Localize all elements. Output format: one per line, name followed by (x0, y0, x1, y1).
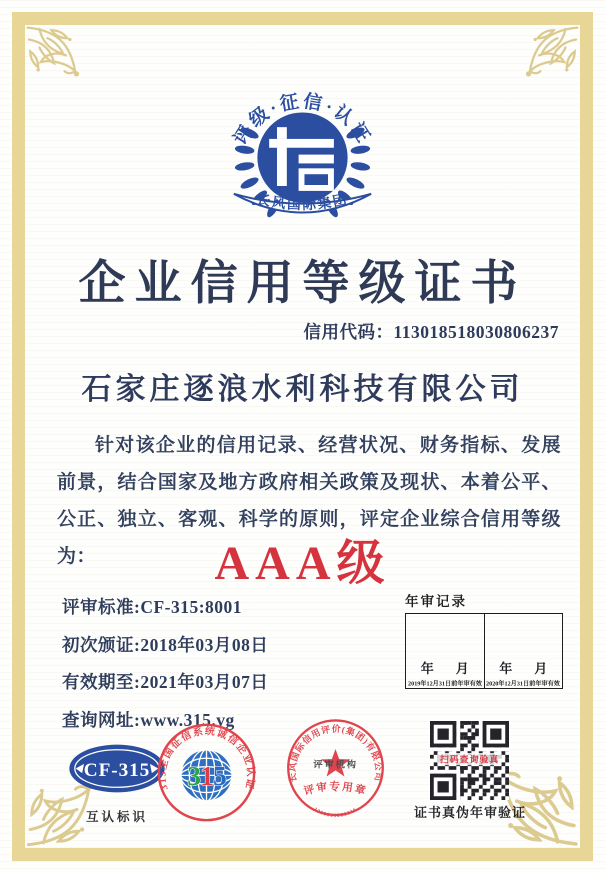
review-agency-stamp (282, 716, 389, 823)
company-name: 石家庄逐浪水利科技有限公司 (81, 373, 524, 406)
year-month-labels: 年 月 (499, 661, 548, 676)
credit-rating-grade: AAA级 (214, 537, 391, 590)
qr-overlay-text: 扫码查询验真 (439, 754, 500, 765)
stamp-serial: 1300000286316 (312, 806, 359, 820)
valid-until-date: 有效期至:2021年03月07日 (62, 672, 269, 692)
annual-review-note: 2019年12月31日前年审有效 (407, 680, 482, 688)
emblem-banner-text: 长风国际集团 (254, 191, 350, 213)
annual-review-note: 2020年12月31日前年审有效 (486, 680, 561, 688)
stamp-subtitle: 评审专用章 (302, 781, 369, 798)
first-issued-date: 初次颁证:2018年03月08日 (62, 634, 269, 655)
assessment-paragraph: 针对该企业的信用记录、经营状况、财务指标、发展前景，结合国家及地方政府相关政策及现状、本着公平、公正、独立、客观、科学的原则，评定企业综合信用等级为： (57, 435, 561, 567)
globe-ring-text: 315全国征信系统诚信企业认证 (157, 726, 256, 792)
mutual-recognition-caption: 互认标识 (85, 810, 148, 824)
review-standard: 评审标准:CF-315:8001 (62, 597, 243, 617)
certificate-details (62, 589, 268, 739)
qr-caption: 证书真伪年审验证 (413, 805, 526, 820)
globe-315-digits: 315 (187, 759, 226, 791)
annual-review-title: 年审记录 (405, 594, 467, 609)
lookup-website: 查询网址:www.315.vg (62, 709, 235, 730)
annual-review-cell-2020 (484, 614, 563, 688)
annual-review-box (405, 590, 563, 689)
certificate-title: 企业信用等级证书 (78, 258, 527, 310)
credit-code: 信用代码：113018518030806237 (303, 322, 559, 342)
annual-review-cell-2019 (406, 614, 484, 688)
stamp-center-label: 评审机构 (313, 760, 358, 771)
year-month-labels: 年 月 (420, 661, 469, 676)
cf315-oval-text: CF-315 (83, 759, 151, 781)
globe-315-seal (155, 721, 258, 824)
emblem-arc-text: 评级·征信·认证 (229, 90, 375, 149)
stamp-ring-text: 长风国际信用评价(集团)有限公司 (287, 723, 384, 783)
annual-review-table (405, 613, 563, 689)
verification-qr-code (430, 721, 509, 800)
credit-rating-emblem-logo (190, 84, 415, 236)
